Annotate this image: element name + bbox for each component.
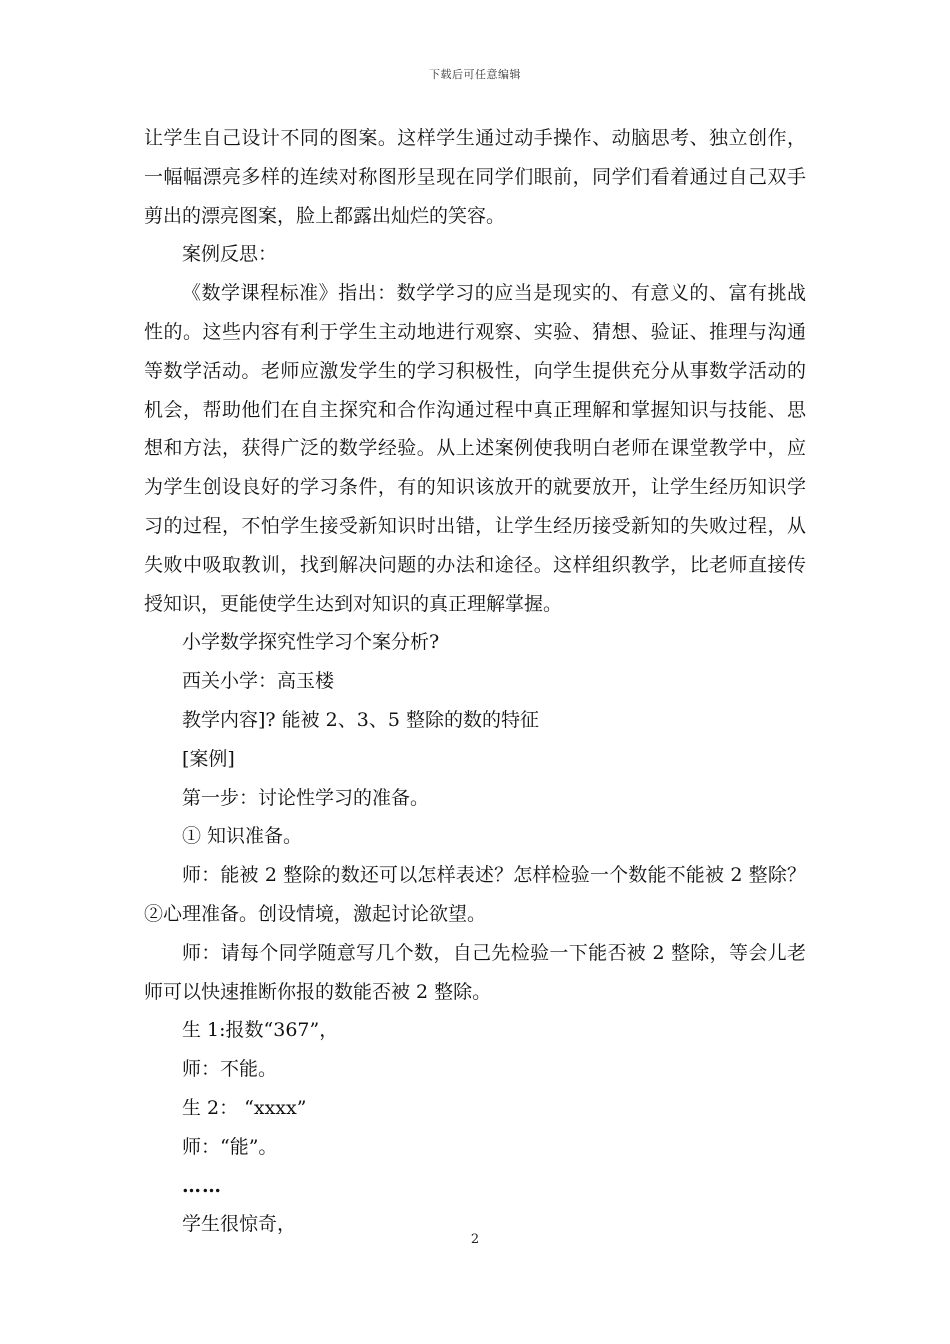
page-header-note: 下载后可任意编辑 bbox=[429, 68, 521, 81]
paragraph-students-surprised: 学生很惊奇， bbox=[182, 1213, 297, 1236]
page-number: 2 bbox=[470, 1232, 480, 1247]
paragraph-case-reflection-heading: 案例反思： bbox=[182, 243, 278, 266]
paragraph-teacher-yes: 师：“能”。 bbox=[182, 1135, 278, 1158]
paragraph-student-one: 生 1:报数“367”， bbox=[182, 1019, 339, 1042]
document-body bbox=[144, 119, 806, 1244]
paragraph-knowledge-prep: ① 知识准备。 bbox=[182, 825, 303, 848]
paragraph-case-analysis-title: 小学数学探究性学习个案分析? bbox=[182, 631, 440, 654]
paragraph-ellipsis: …… bbox=[182, 1174, 222, 1197]
paragraph-case-label: [案例] bbox=[182, 747, 235, 770]
paragraph-teacher-instruction: 师：请每个同学随意写几个数，自己先检验一下能否被 2 整除，等会儿老师可以快速推断你报的数能否被 2 整除。 bbox=[144, 941, 806, 1003]
paragraph-teacher-no: 师：不能。 bbox=[182, 1058, 278, 1081]
paragraph-teacher-question: 师：能被 2 整除的数还可以怎样表述？怎样检验一个数能不能被 2 整除？②心理准备。创设情境，激起讨论欲望。 bbox=[144, 864, 806, 925]
paragraph-teaching-content: 教学内容]? 能被 2、3、5 整除的数的特征 bbox=[182, 708, 539, 731]
paragraph-case-reflection-body: 《数学课程标准》指出：数学学习的应当是现实的、有意义的、富有挑战性的。这些内容有利于学生主动地进行观察、实验、猜想、验证、推理与沟通等数学活动。老师应激发学生的学习积极性，向学生提供充分从事数学活动的机会，帮助他们在自主探究和合作沟通过程中真正理解和掌握知识与技能、思想和方法，获得广泛的数学经验。从上述案例使我明白老师在课堂教学中，应为学生创设良好的学习条件，有的知识该放开的就要放开，让学生经历知识学习的过程，不怕学生接受新知识时出错，让学生经历接受新知的失败过程，从失败中吸取教训，找到解决问题的办法和途径。这样组织教学，比老师直接传授知识，更能使学生达到对知识的真正理解掌握。 bbox=[144, 282, 806, 615]
paragraph-step-one: 第一步：讨论性学习的准备。 bbox=[182, 786, 430, 809]
paragraph-author: 西关小学：高玉楼 bbox=[182, 670, 335, 693]
paragraph-student-two: 生 2： “xxxx” bbox=[182, 1096, 307, 1119]
paragraph-design-patterns: 让学生自己设计不同的图案。这样学生通过动手操作、动脑思考、独立创作，一幅幅漂亮多样的连续对称图形呈现在同学们眼前，同学们看着通过自己双手剪出的漂亮图案，脸上都露出灿烂的笑容。 bbox=[144, 127, 806, 227]
